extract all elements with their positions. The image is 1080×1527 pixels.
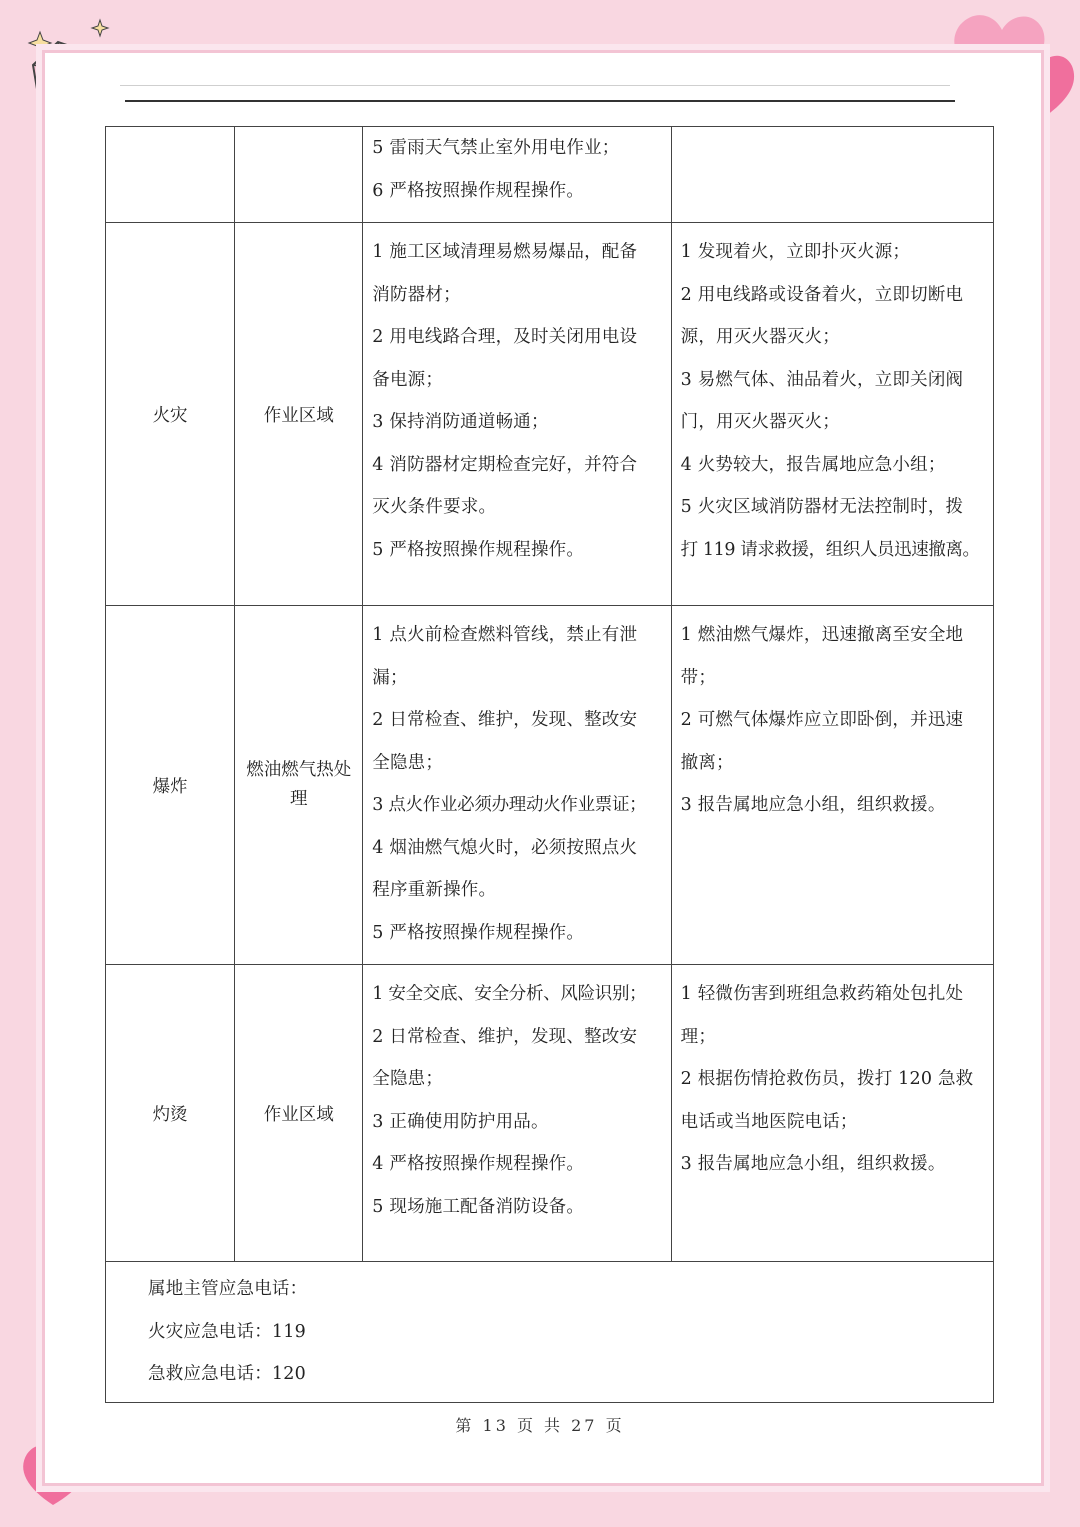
document-page [42,50,1044,1486]
contact-line: 急救应急电话：120 [148,1364,306,1384]
response-cell [671,223,993,606]
hazard-cell: 火灾 [106,223,235,606]
measure-line: 备电源； [372,369,444,390]
response-cell [671,127,993,223]
measure-line: 2 日常检查、维护，发现、整改安 [372,1026,638,1047]
response-cell [671,606,993,965]
measure-line: 5 现场施工配备消防设备。 [372,1196,585,1217]
response-line: 5 火灾区域消防器材无法控制时，拨 [680,497,964,517]
response-line: 带； [680,667,717,688]
response-line: 3 报告属地应急小组，组织救援。 [680,1154,946,1174]
measure-line: 4 严格按照操作规程操作。 [372,1154,585,1174]
response-line: 电话或当地医院电话； [680,1111,858,1132]
table-row [106,223,994,606]
measure-line: 消防器材； [372,284,461,305]
measures-cell [363,223,671,606]
contact-line: 火灾应急电话：119 [148,1321,306,1342]
response-line: 3 报告属地应急小组，组织救援。 [680,795,946,815]
response-line: 1 轻微伤害到班组急救药箱处包扎处 [680,984,964,1004]
measure-line: 5 严格按照操作规程操作。 [372,539,585,560]
emergency-table [105,126,994,1403]
measure-line: 1 安全交底、安全分析、风险识别； [372,984,647,1004]
hazard-cell: 爆炸 [106,606,235,965]
response-line: 2 可燃气体爆炸应立即卧倒，并迅速 [680,710,964,730]
response-line: 撤离； [680,752,734,773]
location-cell: 作业区域 [235,965,363,1262]
measure-line: 2 用电线路合理，及时关闭用电设 [372,327,638,347]
measure-line: 2 日常检查、维护，发现、整改安 [372,710,638,730]
measure-line: 全隐患； [372,1069,444,1089]
measure-line: 程序重新操作。 [372,880,497,900]
response-line: 4 火势较大，报告属地应急小组； [680,454,946,475]
measure-line: 4 消防器材定期检查完好，并符合 [372,454,638,475]
measure-line: 漏； [372,667,408,688]
hazard-cell: 灼烫 [106,965,235,1262]
measure-line: 3 保持消防通道畅通； [372,412,549,432]
measure-line: 4 烟油燃气熄火时，必须按照点火 [372,837,638,858]
contact-line: 属地主管应急电话： [148,1279,308,1299]
measure-line: 1 施工区域清理易燃易爆品，配备 [372,242,638,262]
response-line: 源，用灭火器灭火； [680,327,840,347]
location-cell [235,127,363,223]
table-row [106,965,994,1262]
response-line: 1 燃油燃气爆炸，迅速撤离至安全地 [680,625,964,645]
response-line: 理； [680,1026,717,1047]
response-line: 2 用电线路或设备着火，立即切断电 [680,284,964,305]
response-cell [671,965,993,1262]
table-row [106,606,994,965]
response-line: 门，用灭火器灭火； [680,412,840,432]
header-rule [120,85,950,86]
measures-cell [363,965,671,1262]
measure-line: 5 严格按照操作规程操作。 [372,922,585,943]
response-line: 1 发现着火，立即扑灭火源； [680,242,911,262]
contacts-cell [106,1262,994,1403]
header-rule-bold [125,100,955,102]
measures-cell [363,127,671,223]
measure-line: 3 点火作业必须办理动火作业票证； [372,795,647,815]
hazard-cell [106,127,235,223]
measure-line: 灭火条件要求。 [372,497,497,517]
location-cell: 燃油燃气热处理 [235,606,363,965]
table-row [106,1262,994,1403]
measure-line: 5 雷雨天气禁止室外用电作业； [372,138,620,158]
measure-line: 6 严格按照操作规程操作。 [372,180,585,201]
location-cell: 作业区域 [235,223,363,606]
table-row [106,127,994,223]
measure-line: 全隐患； [372,752,444,773]
page-number: 第 13 页 共 27 页 [455,1416,625,1435]
response-line: 打 119 请求救援，组织人员迅速撤离。 [680,539,980,560]
measure-line: 3 正确使用防护用品。 [372,1111,549,1132]
measure-line: 1 点火前检查燃料管线，禁止有泄 [372,625,638,645]
measures-cell [363,606,671,965]
response-line: 3 易燃气体、油品着火，立即关闭阀 [680,369,964,390]
response-line: 2 根据伤情抢救伤员，拨打 120 急救 [680,1069,974,1089]
